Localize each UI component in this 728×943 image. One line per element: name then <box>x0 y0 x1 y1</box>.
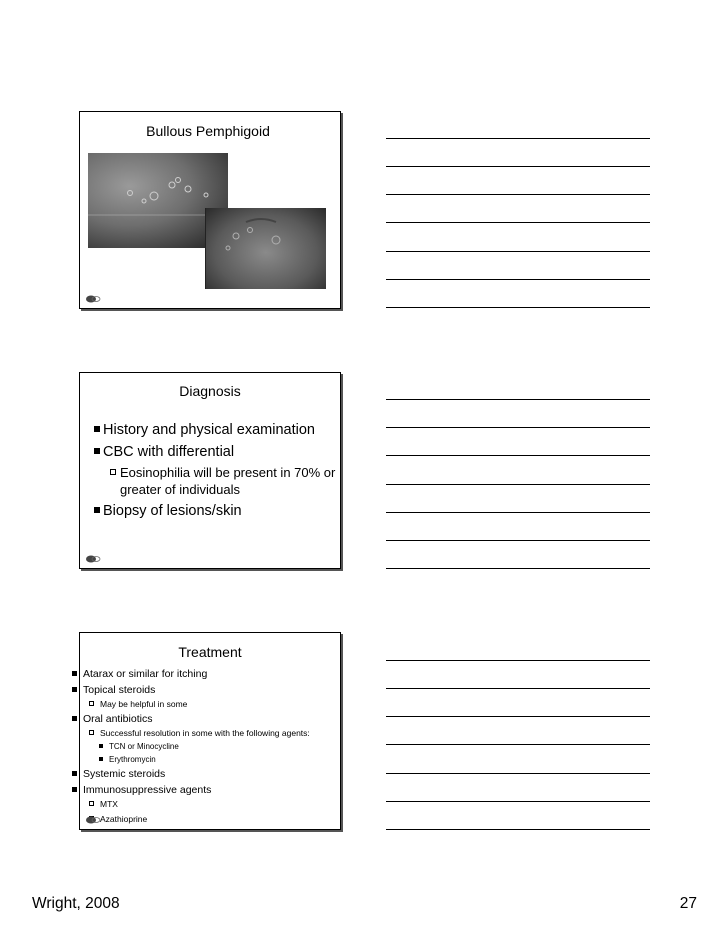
bullet-square-icon <box>72 687 77 692</box>
note-line <box>386 773 650 774</box>
sub-bullet-item: Eosinophilia will be present in 70% or greater of individuals <box>110 464 342 498</box>
note-line <box>386 829 650 830</box>
page-number: 27 <box>679 895 697 912</box>
bullet-hollow-square-icon <box>110 469 116 475</box>
note-line <box>386 194 650 195</box>
note-line <box>386 307 650 308</box>
bullet-hollow-square-icon <box>89 730 94 735</box>
bullet-item: Immunosuppressive agents <box>72 784 211 796</box>
slide-title: Bullous Pemphigoid <box>146 123 270 139</box>
slide-title: Treatment <box>178 644 242 660</box>
bullet-square-icon <box>94 448 100 454</box>
slide-thumbnail-1 <box>79 111 341 309</box>
note-line <box>386 484 650 485</box>
note-line <box>386 801 650 802</box>
logo-icon <box>85 554 101 564</box>
slide-title: Diagnosis <box>179 383 241 399</box>
note-line <box>386 222 650 223</box>
note-line <box>386 716 650 717</box>
note-line <box>386 455 650 456</box>
logo-icon <box>85 815 101 825</box>
bullet-item: Oral antibiotics <box>72 713 152 725</box>
note-line <box>386 251 650 252</box>
bullet-item: Biopsy of lesions/skin <box>94 503 242 519</box>
logo-icon <box>85 294 101 304</box>
bullet-item: History and physical examination <box>94 422 315 438</box>
note-line <box>386 568 650 569</box>
skin-lesion-closeup-photo <box>205 208 326 289</box>
sub-bullet-item: May be helpful in some <box>89 699 187 709</box>
bullet-item: CBC with differential <box>94 444 234 460</box>
note-line <box>386 512 650 513</box>
footer-author: Wright, 2008 <box>32 895 120 912</box>
bullet-square-icon <box>99 744 103 748</box>
note-line <box>386 744 650 745</box>
note-line <box>386 279 650 280</box>
sub-sub-bullet-item: TCN or Minocycline <box>99 742 179 751</box>
bullet-item: Atarax or similar for itching <box>72 668 207 680</box>
bullet-square-icon <box>72 771 77 776</box>
bullet-item: Systemic steroids <box>72 768 165 780</box>
note-line <box>386 688 650 689</box>
note-line <box>386 540 650 541</box>
note-line <box>386 138 650 139</box>
bullet-square-icon <box>72 671 77 676</box>
bullet-square-icon <box>72 716 77 721</box>
slide-thumbnail-2 <box>79 372 341 569</box>
note-line <box>386 427 650 428</box>
bullet-hollow-square-icon <box>89 701 94 706</box>
bullet-item: Topical steroids <box>72 684 155 696</box>
sub-bullet-item: Successful resolution in some with the following agents: <box>89 728 310 738</box>
note-line <box>386 166 650 167</box>
slide-thumbnail-3 <box>79 632 341 830</box>
note-line <box>386 660 650 661</box>
bullet-square-icon <box>94 507 100 513</box>
bullet-square-icon <box>99 757 103 761</box>
bullet-square-icon <box>72 787 77 792</box>
note-line <box>386 399 650 400</box>
bullet-square-icon <box>94 426 100 432</box>
sub-sub-bullet-item: Erythromycin <box>99 755 156 764</box>
sub-bullet-item: Azathioprine <box>89 814 147 824</box>
bullet-hollow-square-icon <box>89 801 94 806</box>
sub-bullet-item: MTX <box>89 799 118 809</box>
